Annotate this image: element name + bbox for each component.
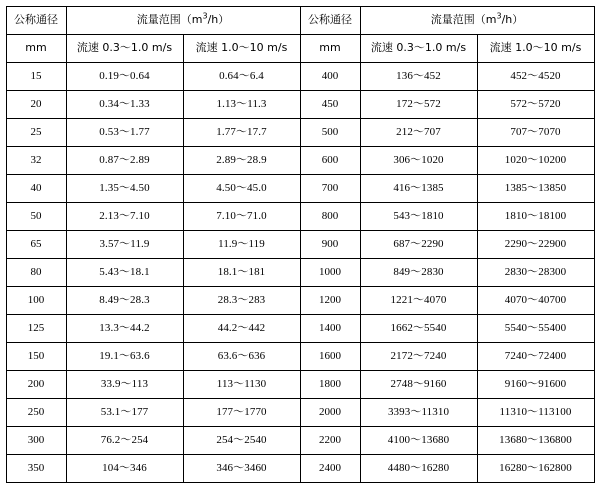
header-flow-range-right-tail: /h） bbox=[501, 13, 524, 27]
header-flow-range-left-sup: 3 bbox=[202, 11, 208, 21]
row-nominal-diameter-right: 900 bbox=[300, 231, 360, 259]
table-row bbox=[6, 455, 594, 483]
row-nominal-diameter-right: 2400 bbox=[300, 455, 360, 483]
table-row bbox=[6, 315, 594, 343]
row-flow-high-left: 0.64～6.4 bbox=[183, 63, 300, 91]
table-row bbox=[6, 287, 594, 315]
row-flow-high-left: 28.3～283 bbox=[183, 287, 300, 315]
row-flow-high-left: 63.6～636 bbox=[183, 343, 300, 371]
table-row bbox=[6, 63, 594, 91]
row-nominal-diameter-left: 300 bbox=[6, 427, 66, 455]
row-flow-high-right: 13680～136800 bbox=[477, 427, 594, 455]
table-row bbox=[6, 427, 594, 455]
table-row bbox=[6, 371, 594, 399]
header-unit-right: mm bbox=[300, 35, 360, 63]
row-flow-high-left: 346～3460 bbox=[183, 455, 300, 483]
row-flow-low-right: 849～2830 bbox=[360, 259, 477, 287]
row-flow-low-right: 2748～9160 bbox=[360, 371, 477, 399]
row-flow-low-right: 4100～13680 bbox=[360, 427, 477, 455]
row-flow-high-right: 4070～40700 bbox=[477, 287, 594, 315]
row-flow-low-left: 13.3～44.2 bbox=[66, 315, 183, 343]
header-nominal-diameter-right: 公称通径 bbox=[300, 7, 360, 35]
row-flow-low-right: 687～2290 bbox=[360, 231, 477, 259]
row-nominal-diameter-left: 32 bbox=[6, 147, 66, 175]
row-nominal-diameter-left: 65 bbox=[6, 231, 66, 259]
row-flow-low-left: 104～346 bbox=[66, 455, 183, 483]
row-flow-low-right: 212～707 bbox=[360, 119, 477, 147]
row-flow-low-left: 3.57～11.9 bbox=[66, 231, 183, 259]
row-flow-high-right: 11310～113100 bbox=[477, 399, 594, 427]
row-nominal-diameter-right: 400 bbox=[300, 63, 360, 91]
row-flow-low-left: 2.13～7.10 bbox=[66, 203, 183, 231]
flow-range-table bbox=[6, 6, 595, 483]
table-row bbox=[6, 259, 594, 287]
row-flow-low-left: 0.53～1.77 bbox=[66, 119, 183, 147]
row-nominal-diameter-right: 1800 bbox=[300, 371, 360, 399]
row-flow-low-right: 4480～16280 bbox=[360, 455, 477, 483]
header-flow-range-right-sup: 3 bbox=[496, 11, 502, 21]
row-flow-high-right: 572～5720 bbox=[477, 91, 594, 119]
row-nominal-diameter-left: 50 bbox=[6, 203, 66, 231]
row-nominal-diameter-right: 500 bbox=[300, 119, 360, 147]
table-row bbox=[6, 119, 594, 147]
row-flow-low-right: 1221～4070 bbox=[360, 287, 477, 315]
row-flow-low-left: 33.9～113 bbox=[66, 371, 183, 399]
row-flow-low-right: 172～572 bbox=[360, 91, 477, 119]
table-header-row-sub bbox=[6, 35, 594, 63]
row-nominal-diameter-left: 25 bbox=[6, 119, 66, 147]
row-flow-high-right: 2290～22900 bbox=[477, 231, 594, 259]
row-flow-high-left: 7.10～71.0 bbox=[183, 203, 300, 231]
row-flow-low-right: 416～1385 bbox=[360, 175, 477, 203]
row-nominal-diameter-left: 40 bbox=[6, 175, 66, 203]
row-nominal-diameter-right: 2200 bbox=[300, 427, 360, 455]
row-flow-low-right: 543～1810 bbox=[360, 203, 477, 231]
row-flow-low-left: 5.43～18.1 bbox=[66, 259, 183, 287]
table-header-row-main bbox=[6, 7, 594, 35]
row-flow-high-left: 1.77～17.7 bbox=[183, 119, 300, 147]
row-flow-high-left: 18.1～181 bbox=[183, 259, 300, 287]
row-nominal-diameter-right: 2000 bbox=[300, 399, 360, 427]
row-nominal-diameter-right: 1600 bbox=[300, 343, 360, 371]
row-flow-low-left: 76.2～254 bbox=[66, 427, 183, 455]
row-nominal-diameter-right: 1000 bbox=[300, 259, 360, 287]
header-flow-range-left-tail: /h） bbox=[207, 13, 230, 27]
row-flow-low-left: 19.1～63.6 bbox=[66, 343, 183, 371]
row-flow-high-left: 2.89～28.9 bbox=[183, 147, 300, 175]
header-speed-low-right: 流速 0.3～1.0 m/s bbox=[360, 35, 477, 63]
row-flow-low-left: 0.34～1.33 bbox=[66, 91, 183, 119]
header-speed-low-left: 流速 0.3～1.0 m/s bbox=[66, 35, 183, 63]
row-flow-high-left: 254～2540 bbox=[183, 427, 300, 455]
row-flow-high-right: 5540～55400 bbox=[477, 315, 594, 343]
header-flow-range-left-text: 流量范围（m bbox=[136, 13, 203, 27]
row-nominal-diameter-right: 700 bbox=[300, 175, 360, 203]
row-nominal-diameter-left: 350 bbox=[6, 455, 66, 483]
row-nominal-diameter-right: 1400 bbox=[300, 315, 360, 343]
header-flow-range-right bbox=[360, 7, 594, 35]
row-nominal-diameter-right: 600 bbox=[300, 147, 360, 175]
row-flow-high-left: 177～1770 bbox=[183, 399, 300, 427]
row-flow-high-left: 1.13～11.3 bbox=[183, 91, 300, 119]
header-flow-range-left bbox=[66, 7, 300, 35]
row-flow-high-right: 2830～28300 bbox=[477, 259, 594, 287]
header-nominal-diameter-left: 公称通径 bbox=[6, 7, 66, 35]
row-flow-high-right: 16280～162800 bbox=[477, 455, 594, 483]
row-flow-low-left: 8.49～28.3 bbox=[66, 287, 183, 315]
row-nominal-diameter-left: 15 bbox=[6, 63, 66, 91]
row-nominal-diameter-left: 250 bbox=[6, 399, 66, 427]
row-flow-high-right: 1020～10200 bbox=[477, 147, 594, 175]
header-unit-left: mm bbox=[6, 35, 66, 63]
row-nominal-diameter-right: 1200 bbox=[300, 287, 360, 315]
row-flow-high-right: 707～7070 bbox=[477, 119, 594, 147]
table-row bbox=[6, 343, 594, 371]
table-row bbox=[6, 399, 594, 427]
table-row bbox=[6, 91, 594, 119]
table-row bbox=[6, 231, 594, 259]
row-flow-high-left: 113～1130 bbox=[183, 371, 300, 399]
row-flow-low-right: 2172～7240 bbox=[360, 343, 477, 371]
row-flow-high-right: 7240～72400 bbox=[477, 343, 594, 371]
row-flow-low-right: 306～1020 bbox=[360, 147, 477, 175]
row-nominal-diameter-left: 150 bbox=[6, 343, 66, 371]
table-row bbox=[6, 203, 594, 231]
header-speed-high-left: 流速 1.0～10 m/s bbox=[183, 35, 300, 63]
row-flow-low-left: 53.1～177 bbox=[66, 399, 183, 427]
row-nominal-diameter-left: 100 bbox=[6, 287, 66, 315]
row-flow-high-right: 452～4520 bbox=[477, 63, 594, 91]
row-flow-low-right: 1662～5540 bbox=[360, 315, 477, 343]
row-flow-high-left: 44.2～442 bbox=[183, 315, 300, 343]
row-nominal-diameter-left: 200 bbox=[6, 371, 66, 399]
row-nominal-diameter-right: 450 bbox=[300, 91, 360, 119]
row-flow-low-left: 0.19～0.64 bbox=[66, 63, 183, 91]
row-nominal-diameter-left: 20 bbox=[6, 91, 66, 119]
row-flow-high-right: 1385～13850 bbox=[477, 175, 594, 203]
row-flow-high-left: 11.9～119 bbox=[183, 231, 300, 259]
header-flow-range-right-text: 流量范围（m bbox=[430, 13, 497, 27]
row-flow-low-right: 136～452 bbox=[360, 63, 477, 91]
row-nominal-diameter-right: 800 bbox=[300, 203, 360, 231]
header-speed-high-right: 流速 1.0～10 m/s bbox=[477, 35, 594, 63]
row-flow-high-right: 9160～91600 bbox=[477, 371, 594, 399]
row-nominal-diameter-left: 80 bbox=[6, 259, 66, 287]
row-flow-low-left: 1.35～4.50 bbox=[66, 175, 183, 203]
row-flow-low-right: 3393～11310 bbox=[360, 399, 477, 427]
row-flow-high-left: 4.50～45.0 bbox=[183, 175, 300, 203]
row-nominal-diameter-left: 125 bbox=[6, 315, 66, 343]
table-row bbox=[6, 175, 594, 203]
row-flow-low-left: 0.87～2.89 bbox=[66, 147, 183, 175]
table-row bbox=[6, 147, 594, 175]
row-flow-high-right: 1810～18100 bbox=[477, 203, 594, 231]
